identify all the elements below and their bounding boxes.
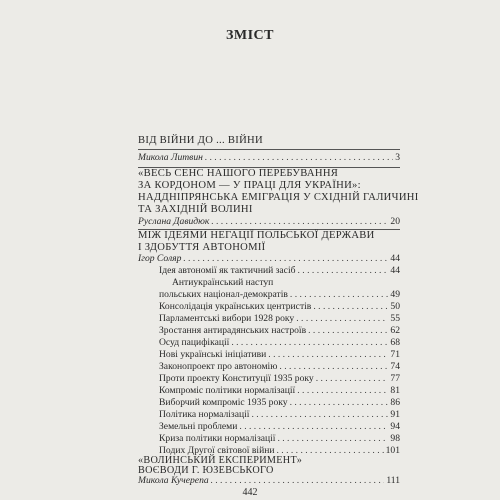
toc-subentry [172,277,400,289]
toc-subentry [159,313,400,325]
section-heading-line: ВОЄВОДИ Г. ЮЗЕВСЬКОГО [138,465,274,476]
section-heading-line: ТА ЗАХІДНІЙ ВОЛИНІ [138,204,253,215]
subentry-title: Антиукраїнський наступ [172,277,274,288]
toc-subentry [159,301,400,313]
leader-dots [183,253,388,265]
toc-subentry [159,325,400,337]
leader-dots [277,433,388,445]
page-ref: 49 [390,289,400,300]
subentry-title: Проти проекту Конституції 1935 року [159,373,314,384]
toc-author-entry [138,475,400,487]
page-ref: 20 [390,216,400,227]
page-ref: 68 [390,337,400,348]
section-heading-line: НАДДНІПРЯНСЬКА ЕМІГРАЦІЯ У СХІДНІЙ ГАЛИЧИНІ [138,192,419,203]
subentry-title: Осуд пацифікації [159,337,230,348]
page-ref: 74 [390,361,400,372]
subentry-title: Нові українські ініціативи [159,349,267,360]
section-heading-line: «ВОЛИНСЬКИЙ ЕКСПЕРИМЕНТ» [138,455,303,466]
page-ref: 81 [390,385,400,396]
toc-subentry [159,265,400,277]
toc-subentry [159,337,400,349]
leader-dots [268,349,388,361]
author-name: Микола Литвин [138,152,203,163]
section-heading-line: МІЖ ІДЕЯМИ НЕГАЦІЇ ПОЛЬСЬКОЇ ДЕРЖАВИ [138,230,375,241]
subentry-title: Компроміс політики нормалізації [159,385,296,396]
page-ref: 44 [390,253,400,264]
subentry-title: Виборчий компроміс 1935 року [159,397,288,408]
page-ref: 77 [390,373,400,384]
author-name: Руслана Давидюк [138,216,210,227]
toc-subentry [159,397,400,409]
divider [138,149,400,150]
leader-dots [205,152,393,164]
leader-dots [251,409,388,421]
section-heading-line: І ЗДОБУТТЯ АВТОНОМІЇ [138,242,266,253]
leader-dots [279,361,388,373]
leader-dots [239,421,388,433]
leader-dots [290,289,389,301]
toc-subentry [159,421,400,433]
section-heading: ВІД ВІЙНИ ДО ... ВІЙНИ [138,135,263,146]
toc-subentry [159,373,400,385]
section-heading-line: «ВЕСЬ СЕНС НАШОГО ПЕРЕБУВАННЯ [138,168,339,179]
leader-dots [290,397,389,409]
subentry-title: Законопроект про автономію [159,361,278,372]
page-title: ЗМІСТ [226,28,274,43]
page-number: 442 [242,487,258,498]
subentry-title: Земельні проблеми [159,421,238,432]
toc-subentry [159,409,400,421]
toc-subentry [159,349,400,361]
page-ref: 55 [390,313,400,324]
section-heading-line: ЗА КОРДОНОМ — У ПРАЦІ ДЛЯ УКРАЇНИ»: [138,180,361,191]
page-ref: 50 [390,301,400,312]
page-ref: 94 [390,421,400,432]
leader-dots [297,385,388,397]
page-ref: 86 [390,397,400,408]
leader-dots [298,265,389,277]
page-ref: 3 [395,152,400,163]
page-ref: 101 [385,445,400,456]
subentry-title: Зростання антирадянських настроїв [159,325,307,336]
leader-dots [316,373,389,385]
subentry-title: Ідея автономії як тактичний засіб [159,265,296,276]
toc-subentry [159,289,400,301]
leader-dots [313,301,388,313]
leader-dots [308,325,388,337]
toc-subentry [159,433,400,445]
page-ref: 71 [390,349,400,360]
page-ref: 62 [390,325,400,336]
author-name: Ігор Соляр [138,253,182,264]
leader-dots [231,337,388,349]
subentry-title: Подих Другої світової війни [159,445,275,456]
page-ref: 44 [390,265,400,276]
subentry-title: польських націонал-демократів [159,289,288,300]
subentry-title: Консолідація українських центристів [159,301,312,312]
author-name: Микола Кучерепа [138,475,209,486]
leader-dots [296,313,388,325]
subentry-title: Політика нормалізації [159,409,250,420]
toc-subentry [159,385,400,397]
subentry-title: Парламентські вибори 1928 року [159,313,295,324]
leader-dots [211,475,385,487]
page-ref: 91 [390,409,400,420]
toc-author-entry [138,216,400,228]
subentry-title: Криза політики нормалізації [159,433,276,444]
page-ref: 111 [386,475,400,486]
toc-author-entry [138,152,400,164]
leader-dots [211,216,388,228]
toc-subentry [159,361,400,373]
toc-author-entry [138,253,400,265]
page-ref: 98 [390,433,400,444]
